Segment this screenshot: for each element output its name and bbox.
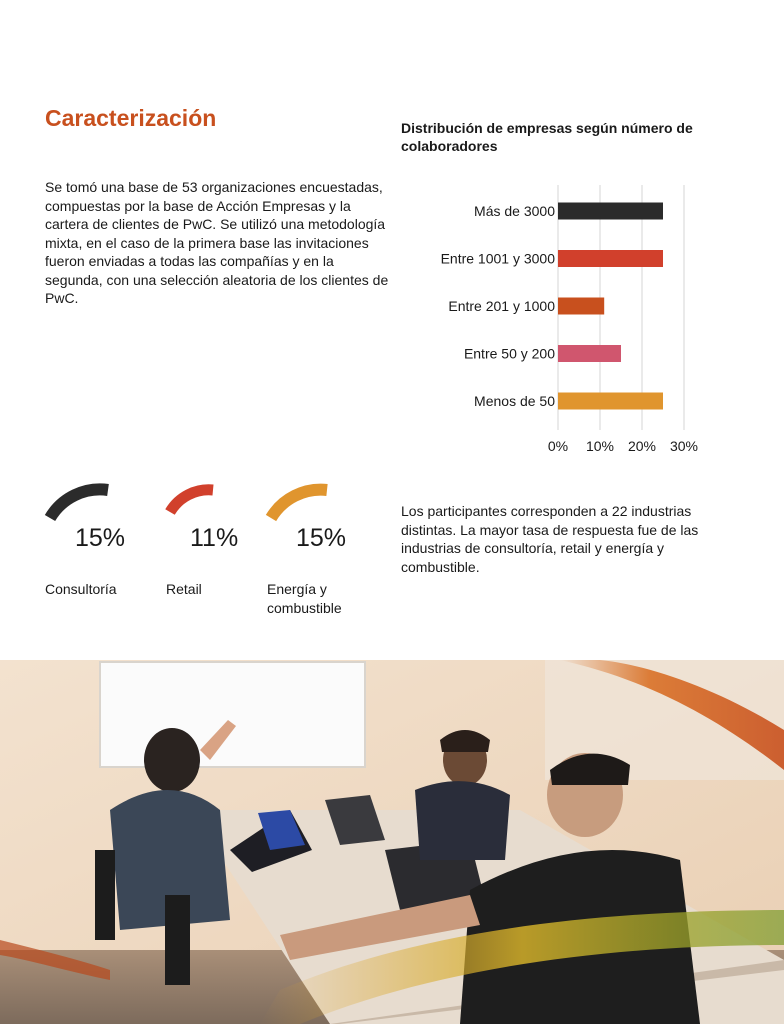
category-label: Entre 1001 y 3000 <box>440 250 555 267</box>
donut-arc-retail <box>170 490 213 512</box>
chart-title: Distribución de empresas según número de colaboradores <box>401 120 693 154</box>
intro-paragraph: Se tomó una base de 53 organizaciones encuestadas, compuestas por la base de Acción Empresas y la cartera de clientes de PwC. Se utilizó una metodología mixta, en el caso de la primera base las invitaciones fueron enviadas a todas las compañías y en la segunda, con una selección aleatoria de los clientes de PwC. <box>45 179 389 306</box>
meeting-photo <box>0 660 784 1024</box>
bar <box>558 393 663 410</box>
donut-percent-energia: 15% <box>296 524 347 552</box>
x-tick-label: 10% <box>585 438 615 454</box>
donut-label-consultoria: Consultoría <box>45 581 117 597</box>
participants-paragraph: Los participantes corresponden a 22 industrias distintas. La mayor tasa de respuesta fue de las industrias de consultoría, retail y energía y combustible. <box>401 503 699 575</box>
bar <box>558 345 621 362</box>
category-label: Entre 50 y 200 <box>463 345 555 362</box>
donut-arc-energia <box>271 490 327 518</box>
x-tick-label: 0% <box>547 438 569 454</box>
donut-arc-consultoria <box>50 489 108 518</box>
donut-label-retail: Retail <box>166 581 202 597</box>
x-tick-label: 20% <box>627 438 657 454</box>
category-label: Entre 201 y 1000 <box>448 298 555 314</box>
x-tick-label: 30% <box>669 438 699 454</box>
category-label: Menos de 50 <box>474 393 555 409</box>
page-title: Caracterización <box>45 105 217 131</box>
donut-percent-retail: 11% <box>190 524 239 552</box>
donut-label-energia: Energía y combustible <box>267 581 342 616</box>
bar <box>558 203 663 220</box>
bar-chart <box>400 185 730 465</box>
category-label: Más de 3000 <box>474 203 555 219</box>
bar <box>558 250 663 267</box>
bar <box>558 298 604 315</box>
donut-percent-consultoria: 15% <box>75 524 126 552</box>
